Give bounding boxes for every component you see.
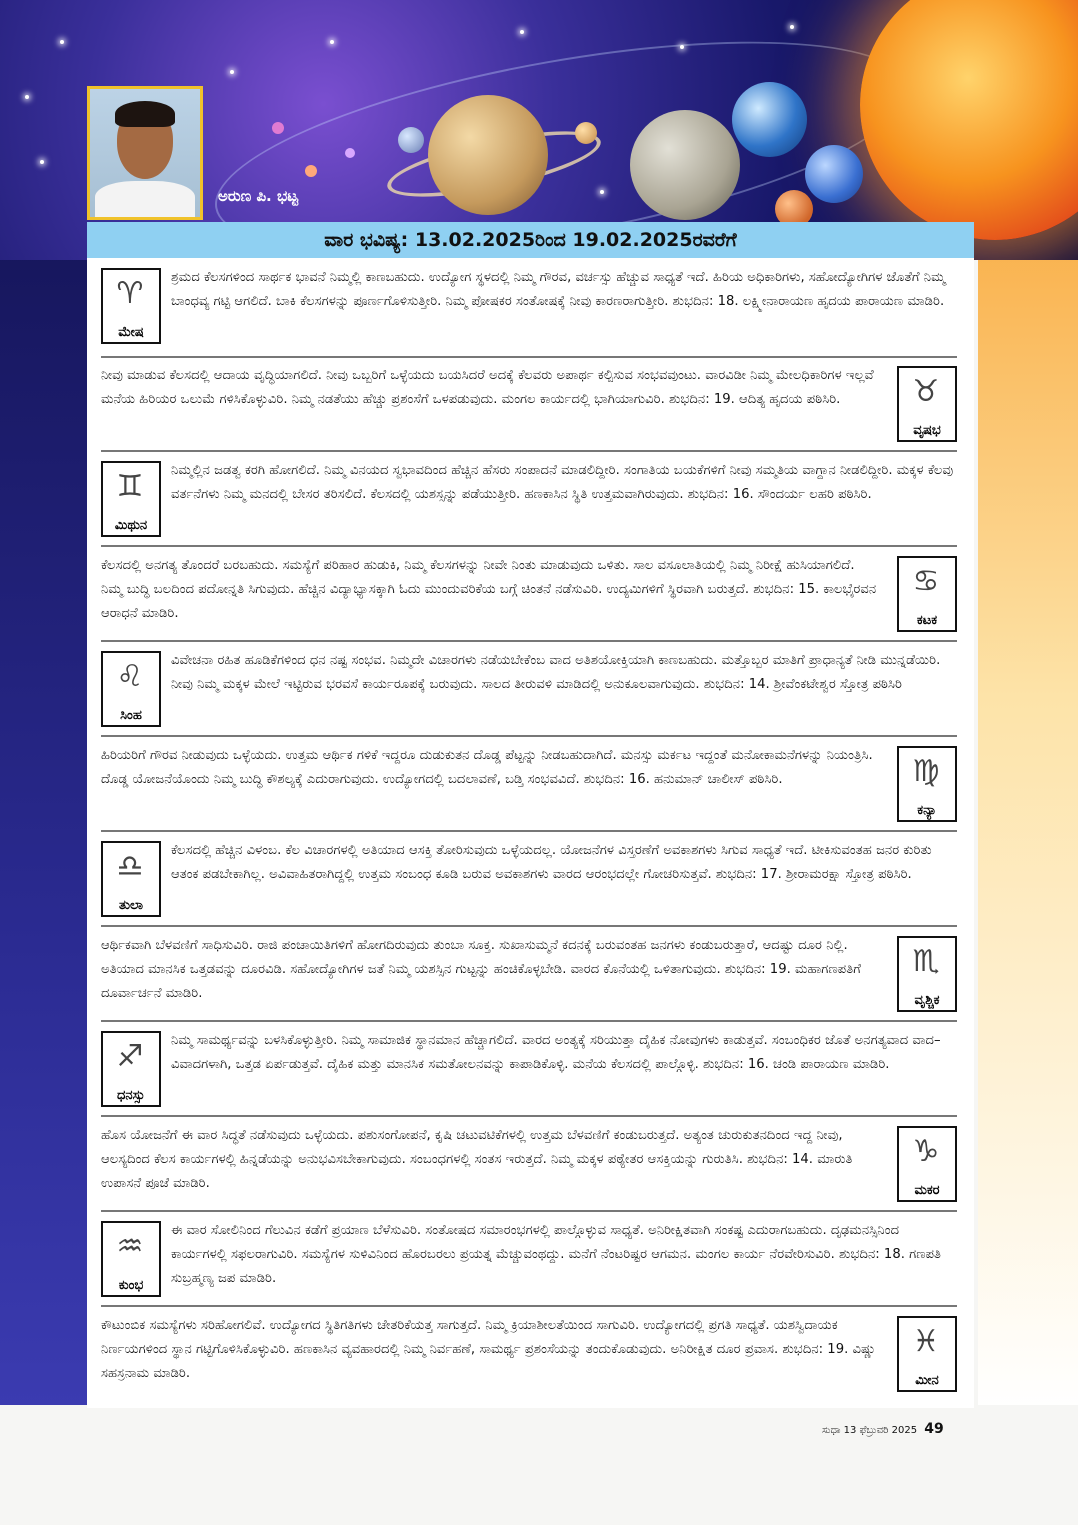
sign-badge: [101, 651, 161, 727]
sign-block-meena: [101, 1314, 957, 1394]
sign-forecast: ಹಿರಿಯರಿಗೆ ಗೌರವ ನೀಡುವುದು ಒಳ್ಳೆಯದು. ಉತ್ತಮ ಆರ್ಥಿಕ ಗಳಿಕೆ ಇದ್ದರೂ ದುಡುಕುತನ ದೊಡ್ಡ ಪೆಟ್ಟನ್ನು ನೀಡಬಹುದಾಗಿದೆ. ಮನಸ್ಸು ಮರ್ಕಟ ಇದ್ದಂತೆ ಮನೋಕಾಮನೆಗಳನ್ನು ನಿಯಂತ್ರಿಸಿ. ದೊಡ್ಡ ಯೋಜನೆಯೊಂದು ನಿಮ್ಮ ಬುದ್ಧಿ ಕೌಶಲ್ಯಕ್ಕೆ ಎದುರಾಗುವುದು. ಉದ್ಯೋಗದಲ್ಲಿ ಬದಲಾವಣೆ, ಬಡ್ತಿ ಸಂಭವವಿದೆ. ಶುಭದಿನ: 16. ಹನುಮಾನ್ ಚಾಲೀಸ್ ಪಠಿಸಿರಿ.: [101, 748, 873, 787]
magazine-issue: ಸುಧಾ 13 ಫೆಬ್ರುವರಿ 2025: [822, 1425, 918, 1436]
sign-forecast: ಆರ್ಥಿಕವಾಗಿ ಬೆಳವಣಿಗೆ ಸಾಧಿಸುವಿರಿ. ರಾಜಿ ಪಂಚಾಯಿತಿಗಳಿಗೆ ಹೋಗದಿರುವುದು ತುಂಬಾ ಸೂಕ್ತ. ಸುಖಾಸುಮ್ಮನೆ ಕದನಕ್ಕೆ ಬರುವಂತಹ ಜನಗಳು ಕಂಡುಬರುತ್ತಾರೆ, ಆದಷ್ಟು ದೂರ ನಿಲ್ಲಿ. ಅತಿಯಾದ ಮಾನಸಿಕ ಒತ್ತಡವನ್ನು ದೂರವಿಡಿ. ಸಹೋದ್ಯೋಗಿಗಳ ಜತೆ ನಿಮ್ಮ ಯಶಸ್ಸಿನ ಗುಟ್ಟನ್ನು ಹಂಚಿಕೊಳ್ಳಬೇಡಿ. ವಾರದ ಕೊನೆಯಲ್ಲಿ ಒಳಿತಾಗುವುದು. ಶುಭದಿನ: 19. ಮಹಾಗಣಪತಿಗೆ ದೂರ್ವಾರ್ಚನೆ ಮಾಡಿರಿ.: [101, 938, 861, 1001]
crab-icon: ♋: [912, 564, 940, 599]
sign-forecast: ನಿಮ್ಮಲ್ಲಿನ ಜಡತ್ವ ಕರಗಿ ಹೋಗಲಿದೆ. ನಿಮ್ಮ ವಿನಯದ ಸ್ವಭಾವದಿಂದ ಹೆಚ್ಚಿನ ಹೆಸರು ಸಂಪಾದನೆ ಮಾಡಲಿದ್ದೀರಿ. ಸಂಗಾತಿಯ ಬಯಕೆಗಳಿಗೆ ನೀವು ಸಮ್ಮತಿಯ ವಾಗ್ದಾನ ನೀಡಲಿದ್ದೀರಿ. ಮಕ್ಕಳ ಕೆಲವು ವರ್ತನೆಗಳು ನಿಮ್ಮ ಮನದಲ್ಲಿ ಬೇಸರ ತರಿಸಲಿದೆ. ಕೆಲಸದಲ್ಲಿ ಯಶಸ್ಸನ್ನು ಪಡೆಯುತ್ತೀರಿ. ಹಣಕಾಸಿನ ಸ್ಥಿತಿ ಉತ್ತಮವಾಗಿರುವುದು. ಶುಭದಿನ: 16. ಸೌಂದರ್ಯ ಲಹರಿ ಪಠಿಸಿರಿ.: [171, 463, 954, 502]
author-shirt: [95, 181, 195, 220]
sign-block-vrishabha: [101, 364, 957, 444]
star-icon: [680, 45, 684, 49]
sign-name: ಧನಸ್ಸು: [117, 1088, 145, 1103]
sign-block-kanya: [101, 744, 957, 824]
page-number: 49: [924, 1421, 944, 1437]
scales-icon: ♎: [116, 849, 144, 884]
sign-block-vrishchika: [101, 934, 957, 1014]
sign-name: ಮೇಷ: [118, 325, 144, 340]
sign-name: ಕುಂಭ: [118, 1278, 144, 1293]
sign-badge: [101, 268, 161, 344]
star-icon: [230, 70, 234, 74]
sign-badge: [101, 461, 161, 537]
sign-badge: [897, 1316, 957, 1392]
sign-badge: [897, 366, 957, 442]
sign-forecast: ಕೆಲಸದಲ್ಲಿ ಅನಗತ್ಯ ತೊಂದರೆ ಬರಬಹುದು. ಸಮಸ್ಯೆಗೆ ಪರಿಹಾರ ಹುಡುಕಿ, ನಿಮ್ಮ ಕೆಲಸಗಳನ್ನು ನೀವೇ ನಿಂತು ಮಾಡುವುದು ಒಳಿತು. ಸಾಲ ವಸೂಲಾತಿಯಲ್ಲಿ ನಿಮ್ಮ ನಿರೀಕ್ಷೆ ಹುಸಿಯಾಗಲಿದೆ. ನಿಮ್ಮ ಬುದ್ಧಿ ಬಲದಿಂದ ಪದೋನ್ನತಿ ಸಿಗುವುದು. ಹೆಚ್ಚಿನ ವಿದ್ಯಾಭ್ಯಾಸಕ್ಕಾಗಿ ಓದು ಮುಂದುವರಿಕೆಯ ಬಗ್ಗೆ ಚಿಂತನೆ ನಡೆಸುವಿರಿ. ಉದ್ಯಮಿಗಳಿಗೆ ಸ್ಥಿರವಾಗಿ ಬರುತ್ತದೆ. ಶುಭದಿನ: 15. ಕಾಲಭೈರವನ ಆರಾಧನೆ ಮಾಡಿರಿ.: [101, 558, 877, 621]
sign-block-makara: [101, 1124, 957, 1204]
sign-forecast: ನೀವು ಮಾಡುವ ಕೆಲಸದಲ್ಲಿ ಆದಾಯ ವೃದ್ಧಿಯಾಗಲಿದೆ. ನೀವು ಒಬ್ಬರಿಗೆ ಒಳ್ಳೆಯದು ಬಯಸಿದರೆ ಅದಕ್ಕೆ ಕೆಲವರು ಅಪಾರ್ಥ ಕಲ್ಪಿಸುವ ಸಂಭವವುಂಟು. ವಾರವಿಡೀ ನಿಮ್ಮ ಮೇಲಧಿಕಾರಿಗಳ ಇಲ್ಲವೆ ಮನೆಯ ಹಿರಿಯರ ಒಲುಮೆ ಗಳಿಸಿಕೊಳ್ಳುವಿರಿ. ನಿಮ್ಮ ನಡತೆಯು ಹೆಚ್ಚು ಪ್ರಶಂಸೆಗೆ ಒಳಪಡುವುದು. ಮಂಗಲ ಕಾರ್ಯದಲ್ಲಿ ಭಾಗಿಯಾಗುವಿರಿ. ಶುಭದಿನ: 19. ಆದಿತ್ಯ ಹೃದಯ ಪಠಿಸಿರಿ.: [101, 368, 874, 407]
right-decor-strip: [978, 220, 1078, 1410]
page-title: ವಾರ ಭವಿಷ್ಯ: 13.02.2025ರಿಂದ 19.02.2025ರವರೆಗೆ: [87, 222, 974, 258]
sign-forecast: ಕೌಟುಂಬಿಕ ಸಮಸ್ಯೆಗಳು ಸರಿಹೋಗಲಿವೆ. ಉದ್ಯೋಗದ ಸ್ಥಿತಿಗತಿಗಳು ಚೇತರಿಕೆಯತ್ತ ಸಾಗುತ್ತದೆ. ನಿಮ್ಮ ಕ್ರಿಯಾಶೀಲತೆಯಿಂದ ಸಾಗುವಿರಿ. ಉದ್ಯೋಗದಲ್ಲಿ ಪ್ರಗತಿ ಸಾಧ್ಯತೆ. ಯಶಸ್ವಿದಾಯಕ ನಿರ್ಣಯಗಳಿಂದ ಸ್ಥಾನ ಗಟ್ಟಿಗೊಳಿಸಿಕೊಳ್ಳುವಿರಿ. ಹಣಕಾಸಿನ ವ್ಯವಹಾರದಲ್ಲಿ ನಿಮ್ಮ ನಿರ್ವಹಣೆ, ಸಾಮರ್ಥ್ಯ ಪ್ರಶಂಸೆಯನ್ನು ತಂದುಕೊಡುವುದು. ಅನಿರೀಕ್ಷಿತ ದೂರ ಪ್ರವಾಸ. ಶುಭದಿನ: 19. ವಿಷ್ಣು ಸಹಸ್ರನಾಮ ಮಾಡಿರಿ.: [101, 1318, 876, 1381]
sign-block-mesha: [101, 266, 957, 350]
sign-block-kataka: [101, 554, 957, 634]
sign-forecast: ಶ್ರಮದ ಕೆಲಸಗಳಿಂದ ಸಾರ್ಥಕ ಭಾವನೆ ನಿಮ್ಮಲ್ಲಿ ಕಾಣಬಹುದು. ಉದ್ಯೋಗ ಸ್ಥಳದಲ್ಲಿ ನಿಮ್ಮ ಗೌರವ, ವರ್ಚಸ್ಸು ಹೆಚ್ಚುವ ಸಾಧ್ಯತೆ ಇದೆ. ಹಿರಿಯ ಅಧಿಕಾರಿಗಳು, ಸಹೋದ್ಯೋಗಿಗಳ ಜೊತೆಗೆ ನಿಮ್ಮ ಬಾಂಧವ್ಯ ಗಟ್ಟಿ ಆಗಲಿದೆ. ಬಾಕಿ ಕೆಲಸಗಳನ್ನು ಪೂರ್ಣಗೊಳಿಸುತ್ತೀರಿ. ನಿಮ್ಮ ಪೋಷಕರ ಸಂತೋಷಕ್ಕೆ ನೀವು ಕಾರಣರಾಗುತ್ತೀರಿ. ಶುಭದಿನ: 18. ಲಕ್ಷ್ಮೀನಾರಾಯಣ ಹೃದಯ ಪಾರಾಯಣ ಮಾಡಿರಿ.: [171, 270, 946, 309]
sign-forecast: ಹೊಸ ಯೋಜನೆಗೆ ಈ ವಾರ ಸಿದ್ಧತೆ ನಡೆಸುವುದು ಒಳ್ಳೆಯದು. ಪಶುಸಂಗೋಪನೆ, ಕೃಷಿ ಚಟುವಟಿಕೆಗಳಲ್ಲಿ ಉತ್ತಮ ಬೆಳವಣಿಗೆ ಕಂಡುಬರುತ್ತದೆ. ಅತ್ಯಂತ ಚುರುಕುತನದಿಂದ ಇದ್ದ ನೀವು, ಆಲಸ್ಯದಿಂದ ಕೆಲಸ ಕಾರ್ಯಗಳಲ್ಲಿ ಹಿನ್ನಡೆಯನ್ನು ಅನುಭವಿಸಬೇಕಾಗುವುದು. ಸಂಬಂಧಗಳಲ್ಲಿ ಸಂತಸ ಇರುತ್ತದೆ. ನಿಮ್ಮ ಮಕ್ಕಳ ಪಠ್ಯೇತರ ಆಸಕ್ತಿಯನ್ನು ಗುರುತಿಸಿ. ಶುಭದಿನ: 14. ಮಾರುತಿ ಉಪಾಸನೆ ಪೂಜೆ ಮಾಡಿರಿ.: [101, 1128, 853, 1191]
planet-small: [575, 122, 597, 144]
planet-small: [305, 165, 317, 177]
sign-name: ತುಲಾ: [118, 898, 144, 913]
sign-badge: [101, 1031, 161, 1107]
sign-name: ಕಟಕ: [916, 613, 938, 628]
sign-name: ವೃಶ್ಚಿಕ: [914, 993, 940, 1008]
sign-forecast: ಈ ವಾರ ಸೋಲಿನಿಂದ ಗೆಲುವಿನ ಕಡೆಗೆ ಪ್ರಯಾಣ ಬೆಳೆಸುವಿರಿ. ಸಂತೋಷದ ಸಮಾರಂಭಗಳಲ್ಲಿ ಪಾಲ್ಗೊಳ್ಳುವ ಸಾಧ್ಯತೆ. ಅನಿರೀಕ್ಷಿತವಾಗಿ ಸಂಕಷ್ಟ ಎದುರಾಗಬಹುದು. ದೃಢಮನಸ್ಸಿನಿಂದ ಕಾರ್ಯಗಳಲ್ಲಿ ಸಫಲರಾಗುವಿರಿ. ಸಮಸ್ಯೆಗಳ ಸುಳಿವಿನಿಂದ ಹೊರಬರಲು ಪ್ರಯತ್ನ ಮೆಚ್ಚುವಂಥದ್ದು. ಮನೆಗೆ ನೆಂಟರಿಷ್ಟರ ಆಗಮನ. ಮಂಗಲ ಕಾರ್ಯ ನೆರವೇರಿಸುವಿರಿ. ಶುಭದಿನ: 18. ಗಣಪತಿ ಸುಬ್ರಹ್ಮಣ್ಯ ಜಪ ಮಾಡಿರಿ.: [171, 1223, 942, 1286]
sign-name: ಮೀನ: [915, 1373, 939, 1388]
sign-forecast: ಕೆಲಸದಲ್ಲಿ ಹೆಚ್ಚಿನ ವಿಳಂಬ. ಕೆಲ ವಿಚಾರಗಳಲ್ಲಿ ಅತಿಯಾದ ಆಸಕ್ತಿ ತೋರಿಸುವುದು ಒಳ್ಳೆಯದಲ್ಲ. ಯೋಜನೆಗಳ ವಿಸ್ತರಣೆಗೆ ಅವಕಾಶಗಳು ಸಿಗುವ ಸಾಧ್ಯತೆ ಇದೆ. ಟೀಕಿಸುವಂತಹ ಜನರ ಕುರಿತು ಆತಂಕ ಪಡಬೇಕಾಗಿಲ್ಲ. ಅವಿವಾಹಿತರಾಗಿದ್ದಲ್ಲಿ ಉತ್ತಮ ಸಂಬಂಧ ಕೂಡಿ ಬರುವ ಅವಕಾಶಗಳು ವಾರದ ಆರಂಭದಲ್ಲೇ ಗೋಚರಿಸುತ್ತವೆ. ಶುಭದಿನ: 17. ಶ್ರೀರಾಮರಕ್ಷಾ ಸ್ತೋತ್ರ ಪಠಿಸಿರಿ.: [171, 843, 932, 882]
sign-badge: [897, 556, 957, 632]
ram-icon: ♈: [116, 276, 144, 311]
sign-name: ಮಿಥುನ: [114, 518, 148, 533]
sign-name: ಕನ್ಯಾ: [917, 803, 937, 818]
scorpion-icon: ♏: [912, 944, 940, 979]
star-icon: [60, 40, 64, 44]
crocodile-icon: ♑: [912, 1134, 940, 1169]
sign-forecast: ನಿಮ್ಮ ಸಾಮರ್ಥ್ಯವನ್ನು ಬಳಸಿಕೊಳ್ಳುತ್ತೀರಿ. ನಿಮ್ಮ ಸಾಮಾಜಿಕ ಸ್ಥಾನಮಾನ ಹೆಚ್ಚಾಗಲಿದೆ. ವಾರದ ಅಂತ್ಯಕ್ಕೆ ಸರಿಯುತ್ತಾ ದೈಹಿಕ ನೋವುಗಳು ಕಾಡುತ್ತವೆ. ಸಂಬಂಧಿಕರ ಜೊತೆ ಅನಗತ್ಯವಾದ ವಾದ– ವಿವಾದಗಳಾಗಿ, ಒತ್ತಡ ಏರ್ಪಡುತ್ತವೆ. ದೈಹಿಕ ಮತ್ತು ಮಾನಸಿಕ ಸಮತೋಲನವನ್ನು ಕಾಪಾಡಿಕೊಳ್ಳಿ. ಮನೆಯ ಕೆಲಸದಲ್ಲಿ ಪಾಲ್ಗೊಳ್ಳಿ. ಶುಭದಿನ: 16. ಚಂಡಿ ಪಾರಾಯಣ ಮಾಡಿರಿ.: [171, 1033, 941, 1072]
sun-image: [860, 0, 1078, 240]
bull-icon: ♉: [912, 374, 940, 409]
sign-block-kumbha: [101, 1219, 957, 1299]
sign-forecast: ವಿವೇಚನಾ ರಹಿತ ಹೂಡಿಕೆಗಳಿಂದ ಧನ ನಷ್ಟ ಸಂಭವ. ನಿಮ್ಮದೇ ವಿಚಾರಗಳು ನಡೆಯಬೇಕೆಂಬ ವಾದ ಅತಿಶಯೋಕ್ತಿಯಾಗಿ ಕಾಣಬಹುದು. ಮತ್ತೊಬ್ಬರ ಮಾತಿಗೆ ಪ್ರಾಧಾನ್ಯತೆ ನೀಡಿ ಮುನ್ನಡೆಯಿರಿ. ನೀವು ನಿಮ್ಮ ಮಕ್ಕಳ ಮೇಲೆ ಇಟ್ಟಿರುವ ಭರವಸೆ ಕಾರ್ಯರೂಪಕ್ಕೆ ಬರುವುದು. ಸಾಲದ ತೀರುವಳಿ ಮಾಡಿದಲ್ಲಿ ಅನುಕೂಲವಾಗುವುದು. ಶುಭದಿನ: 14. ಶ್ರೀವೆಂಕಟೇಶ್ವರ ಸ್ತೋತ್ರ ಪಠಿಸಿರಿ: [171, 653, 941, 692]
star-icon: [330, 40, 334, 44]
star-icon: [40, 160, 44, 164]
sign-name: ಸಿಂಹ: [120, 708, 142, 723]
archer-icon: ♐: [116, 1039, 144, 1074]
horoscope-content: [87, 258, 974, 1408]
sign-block-mithuna: [101, 459, 957, 539]
sign-name: ಮಕರ: [914, 1183, 940, 1198]
author-name: ಅರುಣ ಪಿ. ಭಟ್ಟ: [218, 187, 299, 205]
twins-icon: ♊: [116, 469, 144, 504]
sign-block-simha: [101, 649, 957, 729]
sign-name: ವೃಷಭ: [913, 423, 941, 438]
star-icon: [25, 95, 29, 99]
star-icon: [600, 190, 604, 194]
sign-badge: [897, 746, 957, 822]
water-bearer-icon: ♒: [116, 1229, 144, 1264]
maiden-icon: ♍: [912, 754, 940, 789]
star-icon: [520, 30, 524, 34]
planet-small: [345, 148, 355, 158]
star-icon: [790, 25, 794, 29]
author-hair: [115, 101, 175, 127]
page-footer: [822, 1421, 944, 1437]
planet-earth: [732, 82, 807, 157]
planet-saturn: [428, 95, 548, 215]
fish-icon: ♓: [912, 1324, 940, 1359]
sign-badge: [897, 936, 957, 1012]
sign-badge: [897, 1126, 957, 1202]
planet-small: [398, 127, 424, 153]
author-photo: [87, 86, 203, 220]
sign-block-dhanassu: [101, 1029, 957, 1109]
planet-small: [272, 122, 284, 134]
planet-moon: [630, 110, 740, 220]
sign-badge: [101, 1221, 161, 1297]
lion-icon: ♌: [116, 659, 144, 694]
planet-neptune: [805, 145, 863, 203]
sign-badge: [101, 841, 161, 917]
sign-block-tula: [101, 839, 957, 919]
